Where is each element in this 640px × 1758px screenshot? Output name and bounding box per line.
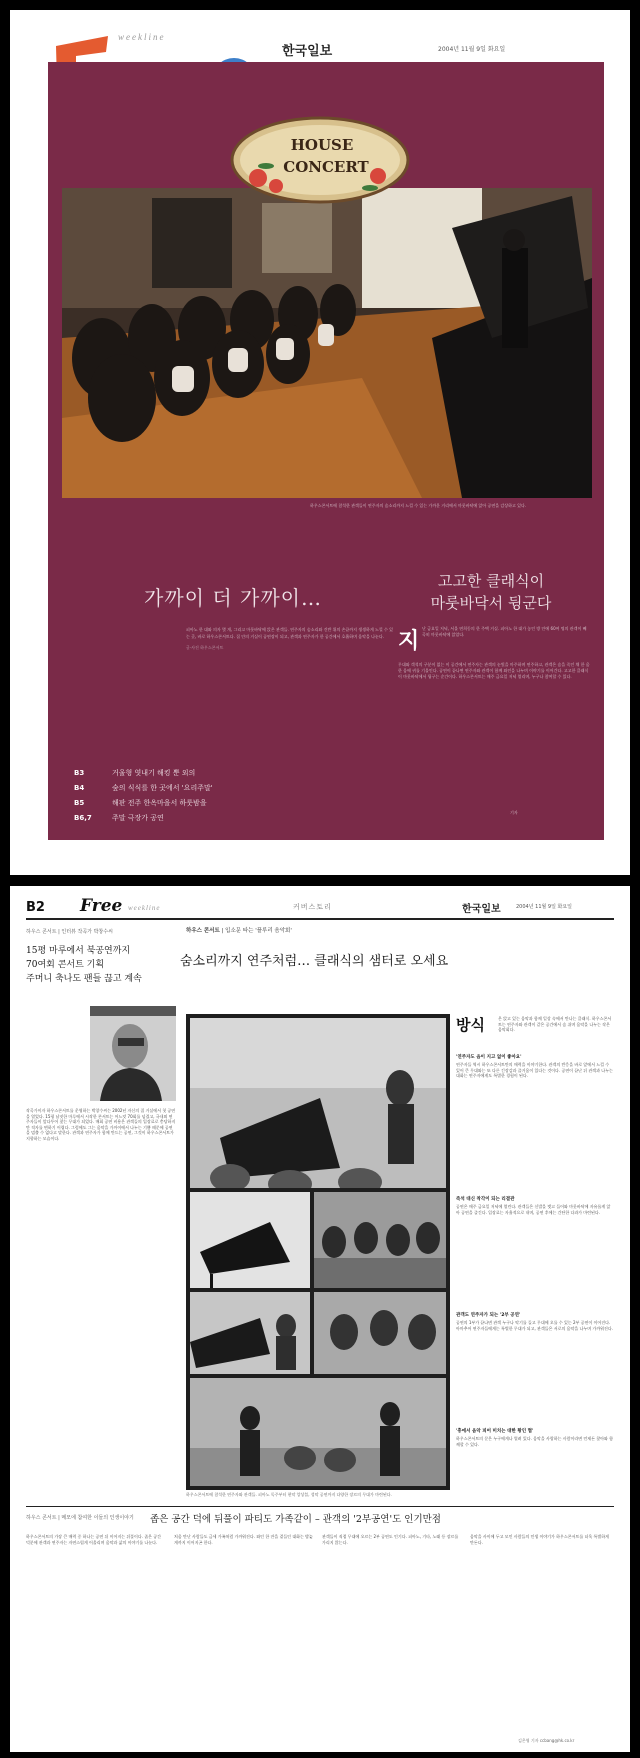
photo-grand-piano bbox=[190, 1192, 310, 1288]
bottom-rule bbox=[26, 1506, 614, 1507]
lead-text: 피아노 한 대와 의자 몇 개, 그리고 마룻바닥에 앉은 관객들. 연주자의 숨소리와 건반 위의 손끝까지 생생하게 느낄 수 있는 곳, 바로 하우스콘서트다. 집 안의 거실이 공연장이 되고, 관객과 연주자가 한 공간에서 호흡하며 음악을 나눈다. bbox=[186, 627, 394, 639]
sign-line-2: CONCERT bbox=[283, 158, 369, 176]
newspaper-name: 한국일보 bbox=[282, 44, 333, 59]
right-subhead-2: 즉석 대신 착각이 되는 리결관 bbox=[456, 1197, 515, 1202]
footer-credit: 김은영 기자 ccbang@hk.co.kr bbox=[518, 1738, 575, 1743]
photo-piano-recital bbox=[190, 1018, 446, 1188]
section-label: 커버스토리 bbox=[293, 903, 332, 911]
bottom-col-1: 하우스콘서트의 가장 큰 매력 중 하나는 공연 뒤 이어지는 뒤풀이다. 좁은 공간 덕분에 관객과 연주자는 자연스럽게 어울리며 음악과 삶의 이야기를 나눈다. bbox=[26, 1534, 162, 1545]
collage-caption: 하우스콘서트에 참석한 연주자와 관객들. 피아노 독주부터 현악 앙상블, 성악 공연까지 다양한 장르의 무대가 마련된다. bbox=[186, 1492, 392, 1497]
sign-line-1: HOUSE bbox=[290, 136, 354, 154]
lead-paragraph bbox=[186, 626, 396, 651]
inner-page bbox=[10, 886, 630, 1752]
photo-collage bbox=[186, 1014, 450, 1490]
main-kicker: 하우스 콘서트 | 입소문 타는 '플루리 음악회' bbox=[186, 928, 292, 934]
photo-guests bbox=[314, 1292, 446, 1374]
index-item[interactable]: B6,7 주말 극장가 공연 bbox=[74, 814, 164, 822]
right-subhead-3: 관객도 연주자가 되는 '2부 공연' bbox=[456, 1313, 521, 1318]
sidebar-headline: 15평 마루에서 북공연까지 70여회 콘서트 기획 주머니 축나도 팬들 끊고 계속 bbox=[26, 946, 142, 984]
section-index bbox=[74, 766, 314, 826]
cover-page bbox=[10, 10, 630, 875]
headline-left: 가까이 더 가까이… bbox=[144, 586, 322, 610]
weekline-label: weekline bbox=[128, 904, 161, 912]
headline-right bbox=[396, 570, 586, 614]
sidebar-body: 작곡가이자 하우스콘서트를 운영하는 박창수씨는 2002년 자신의 집 거실에서 첫 공연을 열었다. 15평 남짓한 마루에서 시작한 콘서트는 어느덧 70회를 넘겼고, 국내외 연주자들이 앞다투어 찾는 무대가 되었다. 매회 공연 비용은 관객들의 입장료로 충당하지만 적자를 면하기 어렵다. 그럼에도 그는 음악을 가까이에서 나누는 기쁨 때문에 공연을 멈출 수 없다고 말한다. 관객과 연주자가 함께 만드는 공연, 그것이 하우스콘서트가 지향하는 모습이다. bbox=[26, 1108, 176, 1141]
body-rest: 무대와 객석의 구분이 없는 이 공간에서 연주자는 관객의 눈빛을 마주하며 연주하고, 관객은 숨을 죽인 채 한 음 한 음에 귀를 기울인다. 공연이 끝나면 연주자와 관객이 함께 와인을 나누며 이야기를 이어간다. 고고한 클래식이 마룻바닥에서 뒹구는 순간이다. 하우스콘서트는 매주 금요일 저녁 열리며, 누구나 참여할 수 있다. bbox=[398, 662, 590, 679]
index-item[interactable]: B4 숲의 식식를 한 곳에서 '요리주말' bbox=[74, 784, 213, 792]
right-subhead-4: '흥에서 음악 피어 미치는 대한 황인 협' bbox=[456, 1429, 534, 1434]
photo-audience-group bbox=[314, 1192, 446, 1288]
main-headline: 숨소리까지 연주처럼… 클래식의 샘터로 오세요 bbox=[180, 954, 449, 969]
issue-date: 2004년 11월 9일 화요일 bbox=[516, 904, 573, 910]
page-number: B2 bbox=[26, 900, 45, 915]
headline-right-line-2: 마룻바닥서 뒹군다 bbox=[430, 594, 552, 612]
photo-string-ensemble bbox=[190, 1378, 446, 1486]
concert-photo bbox=[62, 188, 592, 498]
drop-word: 방식 bbox=[456, 1016, 485, 1034]
right-subhead-1: '연주자도 음이 지고 없이 좋아요' bbox=[456, 1055, 522, 1060]
bottom-col-2: 처음 만난 사람들도 금세 가족처럼 가까워진다. 와인 한 잔을 곁들인 대화는 밤늦게까지 이어지곤 한다. bbox=[174, 1534, 313, 1545]
bottom-col-4: 음악을 사이에 두고 모인 사람들의 인생 이야기가 하우스콘서트를 더욱 특별하게 만든다. bbox=[470, 1534, 609, 1545]
header-rule bbox=[26, 918, 614, 920]
right-body-4: 하우스콘서트의 문은 누구에게나 열려 있다. 음악을 사랑하는 사람이라면 언제든 찾아와 함께할 수 있다. bbox=[456, 1436, 613, 1447]
issue-date: 2004년 11월 9일 화요일 bbox=[438, 46, 506, 53]
drop-cap: 지 bbox=[398, 628, 420, 654]
bottom-kicker: 하우스 콘서트 | 메모에 참여한 이들의 인생이야기 bbox=[26, 1515, 134, 1521]
byline: 기자 bbox=[510, 810, 518, 815]
bottom-col-3: 관객들이 직접 무대에 오르는 2부 공연도 인기다. 피아노, 기타, 노래 등 장르를 가리지 않는다. bbox=[322, 1534, 459, 1545]
index-item[interactable]: B3 거울형 엿내기 해킹 뿐 외의 bbox=[74, 769, 196, 777]
weekline-label: weekline bbox=[118, 32, 166, 42]
photo-caption: 하우스콘서트에 참석한 관객들이 연주자의 숨소리까지 느낄 수 있는 가까운 거리에서 마룻바닥에 앉아 공연을 감상하고 있다. bbox=[310, 503, 527, 508]
index-item[interactable]: B5 해판 전주 한옥마을서 하룻밤을 bbox=[74, 799, 207, 807]
house-concert-sign bbox=[230, 106, 410, 206]
headline-right-line-1: 고고한 클래식이 bbox=[437, 572, 545, 590]
right-body-2: 공연은 매주 금요일 저녁에 열린다. 관객들은 신발을 벗고 들어와 마룻바닥에 자유롭게 앉아 공연을 즐긴다. 입장료는 자율적으로 내며, 공연 후에는 간단한 다과가 마련된다. bbox=[456, 1204, 611, 1215]
body-first: 난 금요일 저녁, 서울 연희동의 한 주택 거실. 피아노 한 대가 놓인 방 안에 60여 명의 관객이 빼곡히 마룻바닥에 앉았다. bbox=[422, 626, 587, 637]
lead-sub: 글·사진 하우스콘서트 bbox=[186, 645, 224, 650]
free-logo-small: Free bbox=[80, 896, 123, 916]
sidebar-kicker: 하우스 콘서트 | 인터뷰 작곡가 박창수씨 bbox=[26, 929, 113, 935]
portrait-photo bbox=[90, 1006, 176, 1101]
right-body-3: 공연의 1부가 끝나면 관객 누구나 악기를 들고 무대에 오를 수 있는 2부 공연이 이어진다. 아마추어 연주자들에게는 특별한 무대가 되고, 관객들은 서로의 음악을 나누며 가까워진다. bbox=[456, 1320, 613, 1331]
bottom-headline: 좁은 공간 덕에 뒤풀이 파티도 가족같이 – 관객의 '2부공연'도 인기만점 bbox=[150, 1514, 441, 1525]
right-body-1: 연주자들 역시 하우스콘서트만의 매력을 이야기한다. 관객의 반응을 바로 앞에서 느낄 수 있어 큰 무대와는 또 다른 긴장감과 즐거움이 있다는 것이다. 공연이 끝난 뒤 관객과 나누는 대화는 연주자에게도 특별한 경험이 된다. bbox=[456, 1062, 613, 1079]
photo-pianist bbox=[190, 1292, 310, 1374]
newspaper-name: 한국일보 bbox=[462, 904, 501, 915]
right-intro: 은 앉고 있는 음악과 함께 일상 속에서 만나는 클래식. 하우스콘서트는 연주자와 관객이 같은 공간에서 숨 쉬며 음악을 나누는 작은 음악회다. bbox=[498, 1016, 612, 1033]
